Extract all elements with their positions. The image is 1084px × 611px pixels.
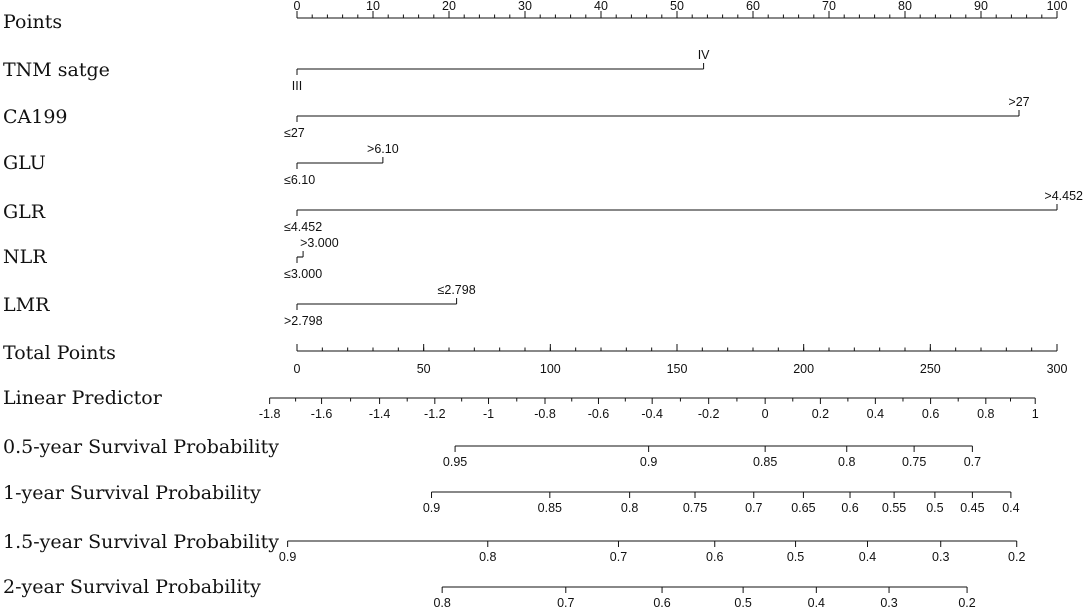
ca199-level-label: ≤27 xyxy=(284,126,305,140)
surv15-tick-label: 0.3 xyxy=(932,550,950,564)
glu-level-label: ≤6.10 xyxy=(284,173,316,187)
points-tick-label: 40 xyxy=(594,0,608,13)
row-label-surv1: 1-year Survival Probability xyxy=(3,482,261,504)
row-label-glu: GLU xyxy=(3,152,46,174)
row-label-surv15: 1.5-year Survival Probability xyxy=(3,531,279,553)
lp-tick-label: -0.8 xyxy=(534,407,556,421)
lp-tick-label: -1.8 xyxy=(258,407,281,421)
surv1-tick-label: 0.65 xyxy=(791,501,816,515)
points-tick-label: 0 xyxy=(293,0,301,13)
total-tick-label: 200 xyxy=(793,362,815,376)
lp-tick-label: -1.2 xyxy=(424,407,446,421)
points-tick-label: 80 xyxy=(898,0,912,13)
surv2-tick-label: 0.3 xyxy=(880,596,898,610)
glr-level-label: >4.452 xyxy=(1044,189,1083,203)
surv1-tick-label: 0.45 xyxy=(960,501,985,515)
points-tick-label: 100 xyxy=(1046,0,1068,13)
total-tick-label: 150 xyxy=(666,362,688,376)
lp-tick-label: -1 xyxy=(482,407,495,421)
surv05-tick-label: 0.95 xyxy=(442,455,468,469)
lp-tick-label: 0.6 xyxy=(921,407,940,421)
lp-tick-label: -0.4 xyxy=(641,407,663,421)
row-label-tnm: TNM satge xyxy=(3,59,110,81)
total-tick-label: 300 xyxy=(1046,362,1068,376)
row-label-total: Total Points xyxy=(3,342,116,364)
tnm-level-label: IV xyxy=(697,48,710,62)
lp-tick-label: 0.4 xyxy=(866,407,885,421)
surv15-tick-label: 0.6 xyxy=(706,550,724,564)
surv05-tick-label: 0.7 xyxy=(963,455,982,469)
total-tick-label: 0 xyxy=(293,362,301,376)
surv05-tick-label: 0.9 xyxy=(639,455,658,469)
points-tick-label: 50 xyxy=(670,0,684,13)
lp-tick-label: -1.6 xyxy=(310,407,333,421)
surv2-tick-label: 0.6 xyxy=(653,596,671,610)
surv05-tick-label: 0.85 xyxy=(752,455,778,469)
points-tick-label: 10 xyxy=(366,0,380,13)
row-label-lp: Linear Predictor xyxy=(3,387,162,409)
row-label-ca199: CA199 xyxy=(3,106,68,128)
lp-tick-label: -0.6 xyxy=(587,407,610,421)
glu-level-label: >6.10 xyxy=(367,142,399,156)
row-label-surv2: 2-year Survival Probability xyxy=(3,576,261,598)
lp-tick-label: 0.8 xyxy=(977,407,995,421)
points-tick-label: 60 xyxy=(746,0,760,13)
lp-tick-label: 1 xyxy=(1031,407,1039,421)
row-label-lmr: LMR xyxy=(3,294,50,316)
points-tick-label: 70 xyxy=(822,0,836,13)
nlr-level-label: ≤3.000 xyxy=(284,267,323,281)
surv2-tick-label: 0.8 xyxy=(433,596,451,610)
total-tick-label: 250 xyxy=(919,362,941,376)
lp-tick-label: -1.4 xyxy=(368,407,391,421)
row-label-points: Points xyxy=(3,11,63,33)
points-tick-label: 30 xyxy=(518,0,532,13)
nlr-level-label: >3.000 xyxy=(300,236,339,250)
surv15-tick-label: 0.5 xyxy=(786,550,805,564)
surv1-tick-label: 0.55 xyxy=(881,501,907,515)
lp-tick-label: -0.2 xyxy=(697,407,720,421)
lp-tick-label: 0 xyxy=(761,407,769,421)
surv15-tick-label: 0.9 xyxy=(278,550,297,564)
surv05-tick-label: 0.8 xyxy=(838,455,856,469)
points-tick-label: 90 xyxy=(974,0,988,13)
lmr-level-label: >2.798 xyxy=(284,314,323,328)
surv2-tick-label: 0.4 xyxy=(807,596,826,610)
surv1-tick-label: 0.4 xyxy=(1002,501,1020,515)
lmr-level-label: ≤2.798 xyxy=(437,283,476,297)
surv1-tick-label: 0.8 xyxy=(620,501,639,515)
surv15-tick-label: 0.2 xyxy=(1008,550,1026,564)
row-label-surv05: 0.5-year Survival Probability xyxy=(3,436,279,458)
surv1-tick-label: 0.5 xyxy=(926,501,944,515)
surv1-tick-label: 0.7 xyxy=(745,501,763,515)
points-tick-label: 20 xyxy=(442,0,456,13)
total-tick-label: 50 xyxy=(416,362,431,376)
surv2-tick-label: 0.7 xyxy=(557,596,575,610)
surv15-tick-label: 0.8 xyxy=(479,550,497,564)
surv1-tick-label: 0.75 xyxy=(682,501,708,515)
surv2-tick-label: 0.5 xyxy=(734,596,752,610)
surv05-tick-label: 0.75 xyxy=(901,455,927,469)
tnm-level-label: III xyxy=(291,79,303,93)
surv1-tick-label: 0.9 xyxy=(422,501,441,515)
ca199-level-label: >27 xyxy=(1008,95,1030,109)
surv1-tick-label: 0.85 xyxy=(537,501,562,515)
surv15-tick-label: 0.7 xyxy=(609,550,628,564)
surv1-tick-label: 0.6 xyxy=(841,501,859,515)
total-tick-label: 100 xyxy=(539,362,561,376)
lp-tick-label: 0.2 xyxy=(811,407,830,421)
row-label-glr: GLR xyxy=(3,201,46,223)
surv2-tick-label: 0.2 xyxy=(958,596,976,610)
glr-level-label: ≤4.452 xyxy=(284,220,323,234)
surv15-tick-label: 0.4 xyxy=(858,550,877,564)
row-label-nlr: NLR xyxy=(3,246,47,268)
